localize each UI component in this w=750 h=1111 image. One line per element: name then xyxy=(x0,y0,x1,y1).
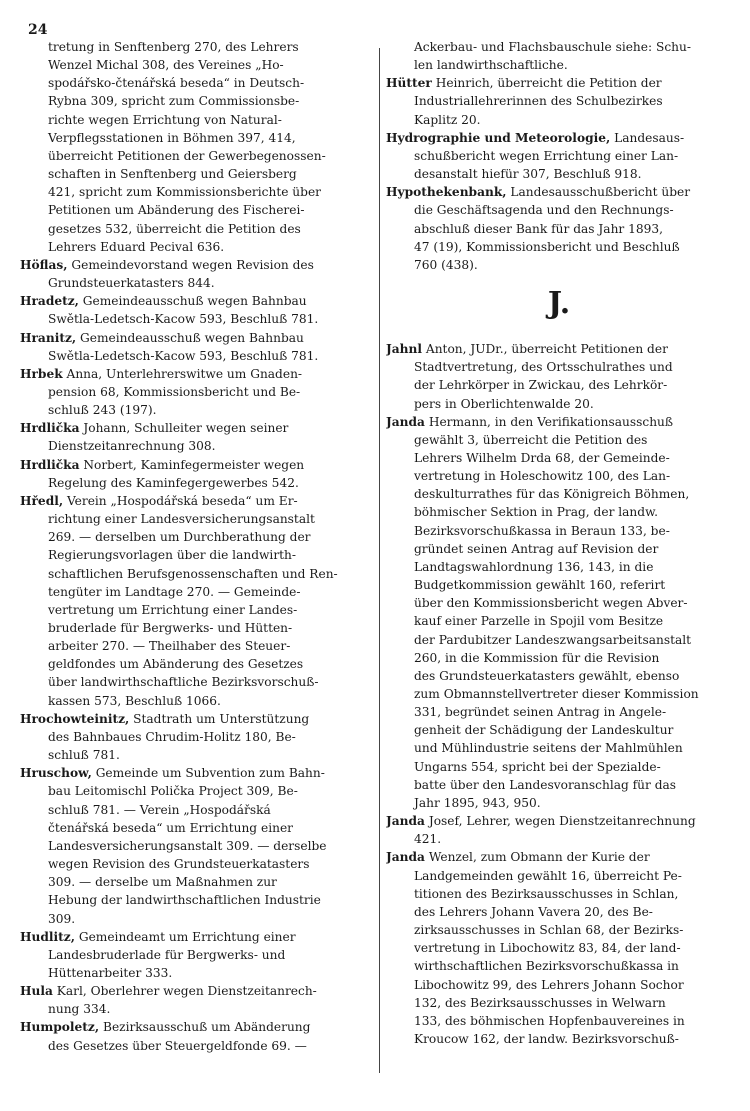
entry-text-line: desanstalt hiefür 307, Beschluß 918. xyxy=(414,167,642,182)
entry-text-line: Lehrers Eduard Pecival 636. xyxy=(48,239,225,254)
entry-text-line: der Pardubitzer Landeszwangsarbeitsanstalt xyxy=(414,632,692,647)
entry-text-line: abschluß dieser Bank für das Jahr 1893, xyxy=(414,221,664,236)
entry-text-line: Ungarns 554, spricht bei der Spezialde- xyxy=(414,759,661,774)
entry-text-line: 309. — derselbe um Maßnahmen zur xyxy=(48,875,277,890)
entry-text-line: Gemeindevorstand wegen Revision des xyxy=(71,257,314,272)
entry-text-line: Budgetkommission gewählt 160, referirt xyxy=(414,578,666,593)
entry-first-line xyxy=(386,74,732,92)
entry-headword: Hula xyxy=(20,984,53,999)
entry-first-line xyxy=(20,710,374,728)
entry-headword: Hütter xyxy=(386,76,432,91)
entry-text-line: über landwirthschaftliche Bezirksvorschuß- xyxy=(48,675,319,690)
entry-headword: Hředl, xyxy=(20,493,64,508)
entry-text-line: Industriallehrerinnen des Schulbezirkes xyxy=(414,94,663,109)
entry-text-line: tengüter im Landtage 270. — Gemeinde- xyxy=(48,584,301,599)
entry-text-line: genheit der Schädigung der Landeskultur xyxy=(414,723,674,738)
entry-text-line: deskulturrathes für das Königreich Böhmen, xyxy=(414,487,690,502)
entry-first-line xyxy=(386,413,732,431)
index-entry xyxy=(20,456,374,492)
entry-first-line xyxy=(386,848,732,866)
entry-text-line: titionen des Bezirksausschusses in Schlan, xyxy=(414,886,679,901)
entry-text-line: vertretung um Errichtung einer Landes- xyxy=(48,602,298,617)
entry-text-line: Ackerbau- und Flachsbauschule siehe: Schu- xyxy=(414,40,691,54)
entry-text-line: Rybna 309, spricht zum Commissionsbe- xyxy=(48,94,300,109)
entry-text-line: kassen 573, Beschluß 1066. xyxy=(48,693,221,708)
entry-text-line: Kroucow 162, der landw. Bezirksvorschuß- xyxy=(414,1031,679,1046)
entry-text-line: Libochowitz 99, des Lehrers Johann Sochor xyxy=(414,977,684,992)
entry-text-line: gründet seinen Antrag auf Revision der xyxy=(414,541,659,556)
entry-text-line: pers in Oberlichtenwalde 20. xyxy=(414,396,594,411)
index-entry xyxy=(20,365,374,419)
entry-text-line: böhmischer Sektion in Prag, der landw. xyxy=(414,505,658,520)
entry-text-line: Landesaus- xyxy=(614,130,685,145)
index-entry xyxy=(20,329,374,365)
entry-text-line: 132, des Bezirksausschusses in Welwarn xyxy=(414,995,666,1010)
entry-text-line: die Geschäftsagenda und den Rechnungs- xyxy=(414,203,674,218)
index-entry xyxy=(386,413,732,812)
entry-text-line: Wenzel, zum Obmann der Kurie der xyxy=(428,850,650,865)
entry-text-line: Anton, JUDr., überreicht Petitionen der xyxy=(425,342,668,357)
entry-text-line: Anna, Unterlehrerswitwe um Gnaden- xyxy=(66,366,303,381)
entry-headword: Hydrographie und Meteorologie, xyxy=(386,130,611,145)
entry-text-line: zum Obmannstellvertreter dieser Kommission xyxy=(414,687,699,701)
entry-text-line: Swětla-Ledetsch-Kacow 593, Beschluß 781. xyxy=(48,348,319,363)
entry-headword: Janda xyxy=(386,850,425,865)
entry-text-line: Josef, Lehrer, wegen Dienstzeitanrechnung xyxy=(428,814,696,829)
index-entry xyxy=(20,256,374,292)
entry-text-line: Petitionen um Abänderung des Fischerei- xyxy=(48,203,305,218)
entry-text-line: gewählt 3, überreicht die Petition des xyxy=(414,432,648,447)
entry-text-line: Gemeindeamt um Errichtung einer xyxy=(78,929,296,944)
index-entry xyxy=(386,812,732,848)
entry-text-line: Verein „Hospodářská beseda“ um Er- xyxy=(66,493,298,508)
entry-text-line: schußbericht wegen Errichtung einer Lan- xyxy=(414,148,679,163)
column-divider xyxy=(379,48,380,1073)
entry-text-line: Hebung der landwirthschaftlichen Industrie xyxy=(48,893,321,908)
entry-text-line: schaftlichen Berufsgenossenschaften und Ren- xyxy=(48,566,338,581)
entry-text-line: Jahr 1895, 943, 950. xyxy=(414,795,541,810)
entry-headword: Hradetz, xyxy=(20,294,79,309)
entry-text-line: und Mühlindustrie seitens der Mahlmühlen xyxy=(414,741,683,756)
entry-text-line: Bezirksausschuß um Abänderung xyxy=(102,1020,311,1035)
entry-text-line: Gemeindeausschuß wegen Bahnbau xyxy=(82,294,307,309)
entry-text-line: Johann, Schulleiter wegen seiner xyxy=(83,421,289,436)
entry-text-line: 133, des böhmischen Hopfenbauvereines in xyxy=(414,1013,685,1028)
entry-text-line: arbeiter 270. — Theilhaber des Steuer- xyxy=(48,639,291,654)
entry-text-line: schaften in Senftenberg und Geiersberg xyxy=(48,167,297,182)
entry-text-line: 309. xyxy=(48,911,76,926)
entry-text-line: geldfondes um Abänderung des Gesetzes xyxy=(48,657,304,672)
entry-first-line xyxy=(20,292,374,310)
index-entry xyxy=(20,492,374,710)
left-column xyxy=(20,38,374,1055)
section-letter: J. xyxy=(547,286,571,322)
entry-text-line: 269. — derselben um Durchberathung der xyxy=(48,530,311,545)
entry-text-line: Heinrich, überreicht die Petition der xyxy=(435,76,662,91)
entry-text-line: Dienstzeitanrechnung 308. xyxy=(48,439,216,454)
right-column xyxy=(386,38,732,1048)
entry-text-line: Hüttenarbeiter 333. xyxy=(48,965,173,980)
entry-text-line: nung 334. xyxy=(48,1002,111,1017)
entry-text-line: schluß 781. xyxy=(48,748,120,763)
entry-headword: Hrdlička xyxy=(20,421,80,436)
entry-text-line: Landesversicherungsanstalt 309. — derselbe xyxy=(48,838,327,853)
index-entry xyxy=(20,764,374,927)
entry-text-line: Lehrers Wilhelm Drda 68, der Gemeinde- xyxy=(414,450,670,465)
entry-text-line: Stadtrath um Unterstützung xyxy=(133,711,310,726)
index-entry xyxy=(386,129,732,183)
index-entry xyxy=(386,848,732,1048)
entry-first-line xyxy=(20,365,374,383)
entry-text-line: 47 (19), Kommissionsbericht und Beschluß xyxy=(414,239,680,254)
entry-first-line xyxy=(386,812,732,830)
entry-text-line: gesetzes 532, überreicht die Petition des xyxy=(48,221,301,236)
entry-first-line xyxy=(20,256,374,274)
entry-text-line: 260, in die Kommission für die Revision xyxy=(414,650,660,665)
entry-headword: Höflas, xyxy=(20,257,68,272)
entry-text-line: Landesbruderlade für Bergwerks- und xyxy=(48,947,286,962)
entry-text-line: wegen Revision des Grundsteuerkatasters xyxy=(48,857,310,872)
entry-headword: Hypothekenbank, xyxy=(386,185,507,200)
entry-headword: Hrochowteinitz, xyxy=(20,711,130,726)
entry-text-line: batte über den Landesvoranschlag für das xyxy=(414,777,677,792)
entry-text-line: Swětla-Ledetsch-Kacow 593, Beschluß 781. xyxy=(48,312,319,327)
entry-text-line: len landwirthschaftliche. xyxy=(414,58,568,73)
entry-text-line: schluß 243 (197). xyxy=(48,403,157,418)
entry-text-line: schluß 781. — Verein „Hospodářská xyxy=(48,802,271,817)
index-entry xyxy=(386,183,732,274)
entry-text-line: pension 68, Kommissionsbericht und Be- xyxy=(48,384,301,399)
entry-text-line: 421, spricht zum Kommissionsberichte über xyxy=(48,185,321,200)
index-entry xyxy=(20,710,374,764)
entry-text-line: der Lehrkörper in Zwickau, des Lehrkör- xyxy=(414,378,668,393)
index-entry xyxy=(20,419,374,455)
entry-text-line: Bezirksvorschußkassa in Beraun 133, be- xyxy=(414,523,670,538)
entry-first-line xyxy=(20,928,374,946)
entry-text-line: 421. xyxy=(414,832,442,847)
entry-text-line: Hermann, in den Verifikationsausschuß xyxy=(428,414,674,429)
entry-first-line xyxy=(20,982,374,1000)
entry-text-line: Regierungsvorlagen über die landwirth- xyxy=(48,548,297,563)
index-entry xyxy=(20,928,374,982)
right-column-bottom-entries xyxy=(386,340,732,1048)
entry-text-line: Gemeindeausschuß wegen Bahnbau xyxy=(80,330,304,345)
entry-headword: Hudlitz, xyxy=(20,929,75,944)
entry-text-line: Stadtvertretung, des Ortsschulrathes und xyxy=(414,360,673,375)
entry-text-line: richtung einer Landesversicherungsanstalt xyxy=(48,512,315,527)
index-entry-continuation xyxy=(20,38,374,256)
entry-text-line: spodářsko-čtenářská beseda“ in Deutsch- xyxy=(48,76,305,91)
entry-text-line: Kaplitz 20. xyxy=(414,112,481,127)
entry-first-line xyxy=(386,129,732,147)
entry-text-line: des Grundsteuerkatasters gewählt, ebenso xyxy=(414,668,680,683)
entry-text-line: Regelung des Kaminfegergewerbes 542. xyxy=(48,475,299,490)
entry-first-line xyxy=(20,1018,374,1036)
entry-headword: Janda xyxy=(386,414,425,429)
entry-text-line: des Bahnbaues Chrudim-Holitz 180, Be- xyxy=(48,729,296,744)
entry-headword: Jahnl xyxy=(386,342,423,357)
entry-text-line: des Lehrers Johann Vavera 20, des Be- xyxy=(414,904,653,919)
entry-text-line: Gemeinde um Subvention zum Bahn- xyxy=(95,766,325,781)
entry-text-line: Landgemeinden gewählt 16, überreicht Pe- xyxy=(414,868,682,883)
entry-text-line: über den Kommissionsbericht wegen Abver- xyxy=(414,596,688,611)
entry-text-line: tretung in Senftenberg 270, des Lehrers xyxy=(48,40,299,54)
index-entry xyxy=(20,982,374,1018)
entry-text-line: kauf einer Parzelle in Spojil vom Besitze xyxy=(414,614,664,629)
entry-text-line: richte wegen Errichtung von Natural- xyxy=(48,112,282,127)
entry-first-line xyxy=(20,419,374,437)
entry-first-line xyxy=(20,456,374,474)
page-number: 24 xyxy=(28,22,48,38)
entry-text-line: bruderlade für Bergwerks- und Hütten- xyxy=(48,621,293,635)
entry-headword: Hruschow, xyxy=(20,766,92,781)
index-entry xyxy=(386,340,732,413)
entry-text-line: Karl, Oberlehrer wegen Dienstzeitanrech- xyxy=(56,984,317,999)
entry-text-line: zirksausschusses in Schlan 68, der Bezirks- xyxy=(414,923,684,938)
entry-text-line: des Gesetzes über Steuergeldfonde 69. — xyxy=(48,1038,307,1053)
index-entry xyxy=(20,1018,374,1054)
entry-text-line: überreicht Petitionen der Gewerbegenossen- xyxy=(48,148,326,163)
entry-text-line: vertretung in Libochowitz 83, 84, der land- xyxy=(414,941,681,956)
entry-first-line xyxy=(386,183,732,201)
index-entry xyxy=(386,74,732,128)
entry-first-line xyxy=(20,329,374,347)
entry-text-line: čtenářská beseda“ um Errichtung einer xyxy=(48,820,293,835)
entry-text-line: Landtagswahlordnung 136, 143, in die xyxy=(414,559,654,574)
entry-text-line: wirthschaftlichen Bezirksvorschußkassa in xyxy=(414,959,679,974)
entry-text-line: vertretung in Holeschowitz 100, des Lan- xyxy=(414,469,671,484)
entry-text-line: Wenzel Michal 308, des Vereines „Ho- xyxy=(48,58,284,73)
entry-text-line: Grundsteuerkatasters 844. xyxy=(48,276,215,291)
entry-headword: Janda xyxy=(386,814,425,829)
entry-first-line xyxy=(386,340,732,358)
entry-text-line: Landesausschußbericht über xyxy=(510,185,691,200)
entry-first-line xyxy=(20,492,374,510)
entry-text-line: 331, begründet seinen Antrag in Angele- xyxy=(414,705,667,720)
entry-headword: Hrbek xyxy=(20,366,63,381)
index-entry-continuation xyxy=(386,38,732,74)
entry-text-line: Verpflegsstationen in Böhmen 397, 414, xyxy=(48,130,296,145)
entry-text-line: bau Leitomischl Polička Project 309, Be- xyxy=(48,784,298,799)
entry-headword: Hranitz, xyxy=(20,330,77,345)
entry-text-line: Norbert, Kaminfegermeister wegen xyxy=(83,457,305,472)
entry-headword: Hrdlička xyxy=(20,457,80,472)
entry-first-line xyxy=(20,764,374,782)
entry-headword: Humpoletz, xyxy=(20,1020,100,1035)
right-column-top-entries xyxy=(386,38,732,274)
entry-text-line: 760 (438). xyxy=(414,257,478,272)
index-entry xyxy=(20,292,374,328)
